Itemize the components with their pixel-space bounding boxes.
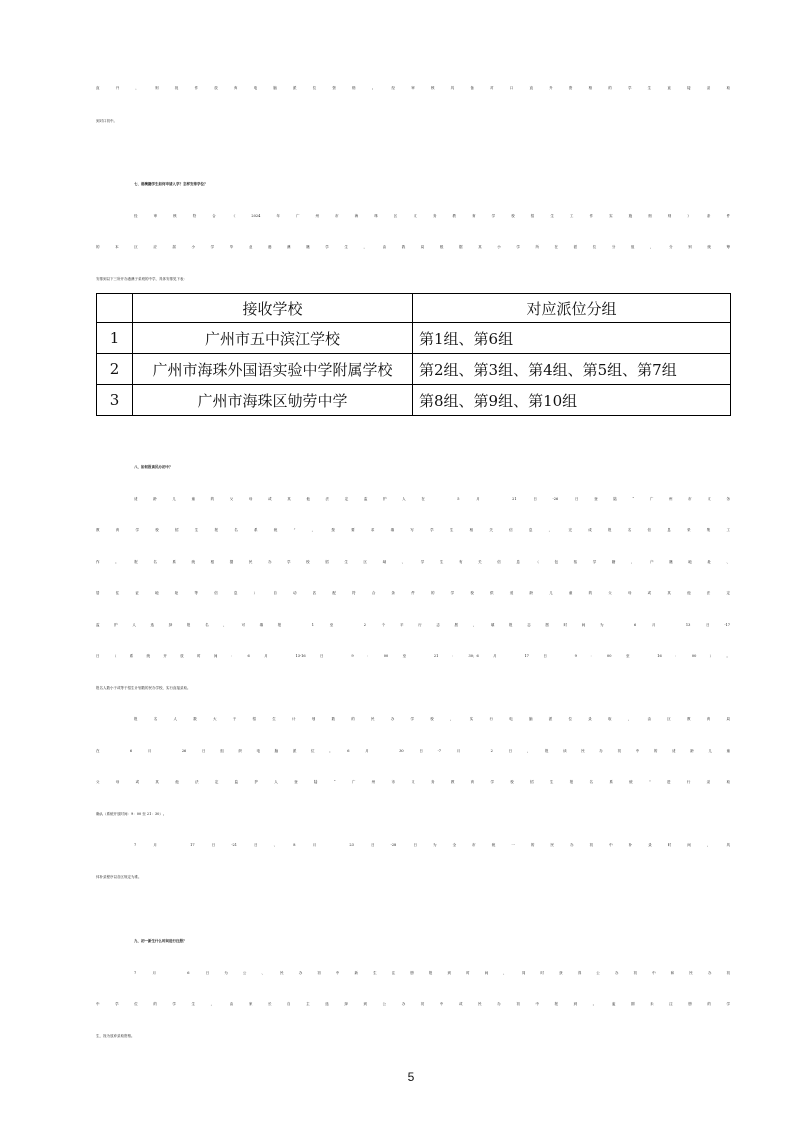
row-school: 广州市五中滨江学校 — [133, 323, 413, 354]
section-8-paragraph-3 — [96, 830, 730, 893]
page-content — [96, 72, 730, 1052]
section-7-heading: 七、港澳籍学生如何申请入学？怎样安排学位？ — [134, 182, 208, 186]
table-header-index — [97, 294, 133, 323]
section-8-paragraph-2 — [96, 704, 730, 830]
text-line: 生，视为放弃录取资格。 — [96, 1033, 135, 1038]
text-line: 确认（系统开放时间：9：00 至 21：30）。 — [96, 811, 167, 816]
text-line: 居住证地址等信息）自动匹配符合条件的学校供适龄儿童的父母或其他法定 — [96, 591, 730, 595]
school-allocation-table — [96, 293, 731, 416]
row-school: 广州市海珠外国语实验中学附属学校 — [133, 354, 413, 385]
text-line: 监护人选择报名，可填报 1 至 2 个平行志愿，填报志愿时间为 6 月 13 日-17 — [96, 622, 730, 627]
text-line: 报名人数大于招生计划数的民办学校，实行电脑派位录取，由区教育局 — [134, 717, 730, 721]
section-7-paragraph — [96, 201, 730, 296]
text-line: 体补录程序以各区规定为准。 — [96, 874, 142, 879]
table-row — [97, 354, 731, 385]
text-line: 父母或其他法定监护人登陆“广州市义务教育学校招生报名系统”进行录取 — [96, 780, 730, 784]
text-line: 适龄儿童的父母或其他法定监护人在 5 月 21 日-26 日登陆“广州市义务 — [134, 496, 730, 501]
text-line: 教育学校招生报名系统”，按要求填写学生相关信息，完成报名信息采集工 — [96, 528, 730, 532]
text-line: 的本区应届小学毕业港澳籍学生，由我局根据其小学所在派位分组，分别统筹 — [96, 245, 730, 249]
table-row — [97, 323, 731, 354]
text-line: 7 月 6 日为公、民办初中新生注册报到时间，同时获得公办初中和民办初 — [134, 970, 730, 975]
text-line: 中学位的学生，由家长自主选择到公办初中或民办初中报到。逾期未注册的学 — [96, 1002, 730, 1006]
text-line: 经审核符合《2024年广州市海珠区义务教育学校招生工作实施细则》条件 — [134, 213, 730, 218]
text-line: 7 月 17 日-21 日、8 月 23 日-28 日为全市统一的民办初中补录时间，具 — [134, 843, 730, 847]
section-9-heading: 九、初一新生什么时间进行注册？ — [134, 939, 187, 943]
row-groups: 第2组、第3组、第4组、第5组、第7组 — [413, 354, 731, 385]
page-number: 5 — [407, 1070, 415, 1084]
row-index: 3 — [97, 385, 133, 416]
row-index: 1 — [97, 323, 133, 354]
table-row — [97, 385, 731, 416]
text-line: 日（系统开放时间：6 月 13-16 日 9：00 至 21：30；6 月 17 日 9：00 至 16：00）。 — [96, 654, 730, 658]
text-line: 安排到以下三所开办港澳子弟班的中学，具体安排见下表： — [96, 276, 187, 281]
text-line: 在 6 月 26 日组织电脑派位。6 月 30 日-7 月 2 日，报读民办初中的适龄儿童 — [96, 748, 730, 753]
intro-paragraph — [96, 72, 730, 138]
row-school: 广州市海珠区劬劳中学 — [133, 385, 413, 416]
text-line: 到对口初中。 — [96, 119, 117, 123]
section-9-paragraph — [96, 958, 730, 1053]
row-groups: 第1组、第6组 — [413, 323, 731, 354]
table-header-groups: 对应派位分组 — [413, 294, 731, 323]
text-line: 作。报名系统根据民办学校招生区域、学生有关信息（包括学籍、户籍地址、 — [96, 559, 730, 564]
row-index: 2 — [97, 354, 133, 385]
text-line: 报名人数小于或等于招生计划数的民办学校，实行直接录取。 — [96, 685, 191, 690]
section-8-heading: 八、如何报读民办初中？ — [134, 465, 173, 469]
row-groups: 第8组、第9组、第10组 — [413, 385, 731, 416]
text-line: 直升，则视作放弃电脑派位资格。经审核具备对口直升资格的学生直接录取 — [96, 86, 730, 90]
table-header-row — [97, 294, 731, 323]
section-8-paragraph-1 — [96, 484, 730, 705]
table-header-school: 接收学校 — [133, 294, 413, 323]
